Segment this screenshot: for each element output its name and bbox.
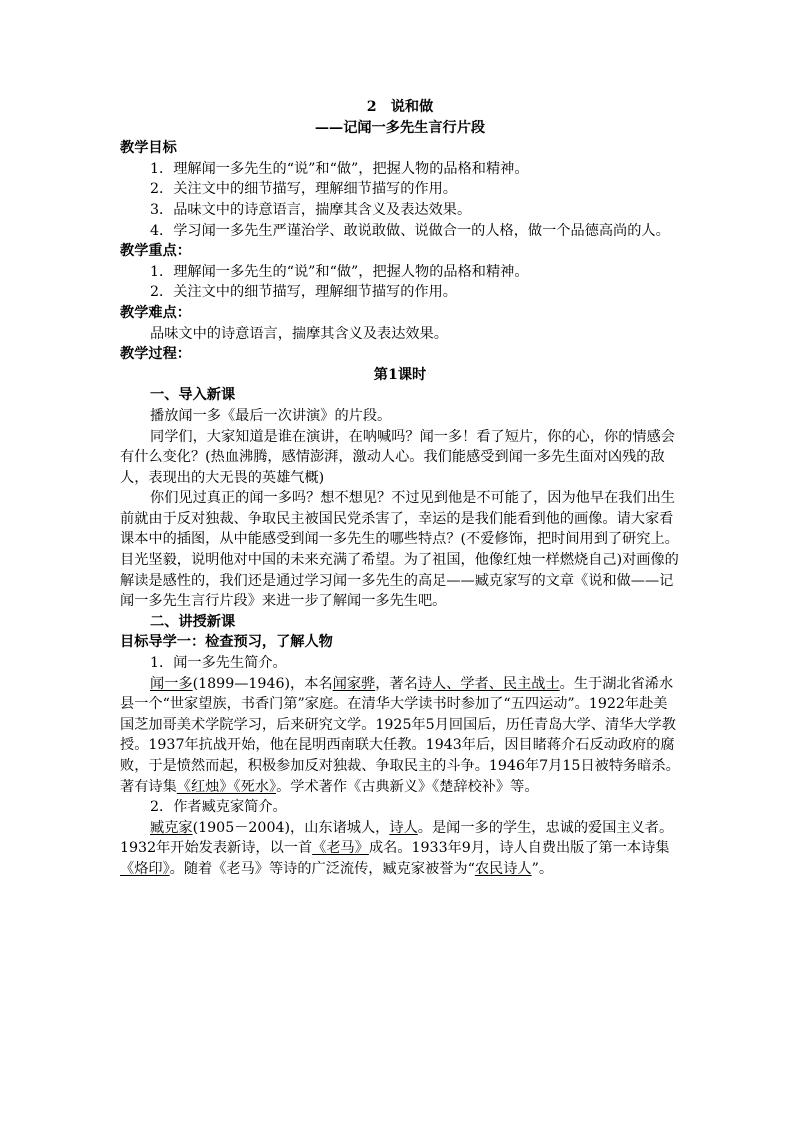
section2-heading: 二、讲授新课 (150, 613, 236, 630)
section1-heading: 一、导入新课 (150, 387, 236, 404)
wen-roles: 诗人、学者、民主战士 (417, 675, 560, 692)
section1-paragraph: 你们见过真正的闻一多吗？想不想见？不过见到他是不可能了，因为他早在我们出生前就由于反对独裁、争取民主被国民党杀害了，幸运的是我们能看到他的画像。请大家看课本中的插图，从中能感受到闻一多先生的哪些特点？(不爱修饰，把时间用到了研究上。目光坚毅，说明他对中国的未来充满了希望。为了祖国，他像红烛一样燃烧自己)对画像的解读是感性的，我们还是通过学习闻一多先生的高足——臧克家写的文章《说和做——记闻一多先生言行片段》来进一步了解闻一多先生吧。 (120, 490, 679, 610)
bio-text: ，著名 (375, 675, 418, 692)
goal-item: 1．理解闻一多先生的“说”和“做”，把握人物的品格和精神。 (150, 160, 529, 177)
goals-heading: 教学目标 (120, 140, 177, 157)
zang-poem: 《老马》 (312, 840, 369, 857)
bio-text: 。学术著作《古典新义》《楚辞校补》等。 (276, 778, 539, 795)
bio-text: 。随着《老马》等诗的广泛流传，臧克家被誉为“ (169, 860, 475, 877)
subsection-item: 2．作者臧克家简介。 (150, 799, 287, 816)
zang-role: 诗人 (389, 819, 418, 836)
wen-works: 《红烛》《死水》 (176, 778, 277, 795)
section1-paragraph: 同学们，大家知道是谁在演讲，在呐喊吗？闻一多！看了短片，你的心，你的情感会有什么变化？(热血沸腾，感情澎湃，激动人心。我们能感受到闻一多先生面对凶残的敌人，表现出的大无畏的英雄气概) (120, 428, 675, 486)
goal-item: 3．品味文中的诗意语言，揣摩其含义及表达效果。 (150, 201, 472, 218)
zang-kejia-bio (120, 818, 680, 880)
lesson-label: 第1课时 (373, 366, 427, 383)
bio-text: (1899—1946)，本名 (192, 675, 333, 692)
target-heading: 目标导学一：检查预习，了解人物 (120, 634, 333, 651)
bio-text: 。生于湖北省浠水县一个“世家望族，书香门第”家庭。在清华大学读书时参加了“五四运动”。1922年赴美国芝加哥美术学院学习，后来研究文学。1925年5月回国后，历任青岛大学、清华大学教授。1937年抗战开始，他在昆明西南联大任教。1943年后，因目睹蒋介石反动政府的腐败，于是愤然而起，积极参加反对独裁、争取民主的斗争。1946年7月15日被特务暗杀。著有诗集 (120, 675, 680, 795)
key-points-heading: 教学重点： (120, 243, 191, 260)
bio-text: ”。 (531, 860, 554, 877)
difficulties-text: 品味文中的诗意语言，揣摩其含义及表达效果。 (150, 325, 448, 342)
difficulties-heading: 教学难点： (120, 304, 191, 321)
key-point-item: 2．关注文中的细节描写，理解细节描写的作用。 (150, 284, 457, 301)
key-point-item: 1．理解闻一多先生的“说”和“做”，把握人物的品格和精神。 (150, 263, 529, 280)
document-subtitle: ——记闻一多先生言行片段 (314, 119, 486, 136)
zang-name: 臧克家 (150, 819, 193, 836)
document-page (120, 97, 680, 880)
section1-paragraph: 播放闻一多《最后一次讲演》的片段。 (150, 407, 392, 424)
zang-book: 《烙印》 (120, 860, 170, 877)
wen-yiduo-bio (120, 674, 680, 798)
bio-text: 。是闻一多的学生，忠诚的爱国主义者。1932年开始发表新诗，以一首 (120, 819, 674, 857)
process-heading: 教学过程： (120, 346, 191, 363)
goal-item: 4．学习闻一多先生严谨治学、敢说敢做、说做合一的人格，做一个品德高尚的人。 (150, 222, 670, 239)
zang-nickname: 农民诗人 (474, 860, 532, 877)
bio-text: 成名。1933年9月，诗人自费出版了第一本诗集 (368, 840, 670, 857)
subsection-item: 1．闻一多先生简介。 (150, 655, 287, 672)
wen-name: 闻一多 (150, 675, 193, 692)
wen-realname: 闻家骅 (332, 675, 376, 692)
bio-text: (1905－2004)，山东诸城人， (192, 819, 390, 836)
document-title: 2 说和做 (366, 99, 434, 115)
goal-item: 2．关注文中的细节描写，理解细节描写的作用。 (150, 181, 457, 198)
